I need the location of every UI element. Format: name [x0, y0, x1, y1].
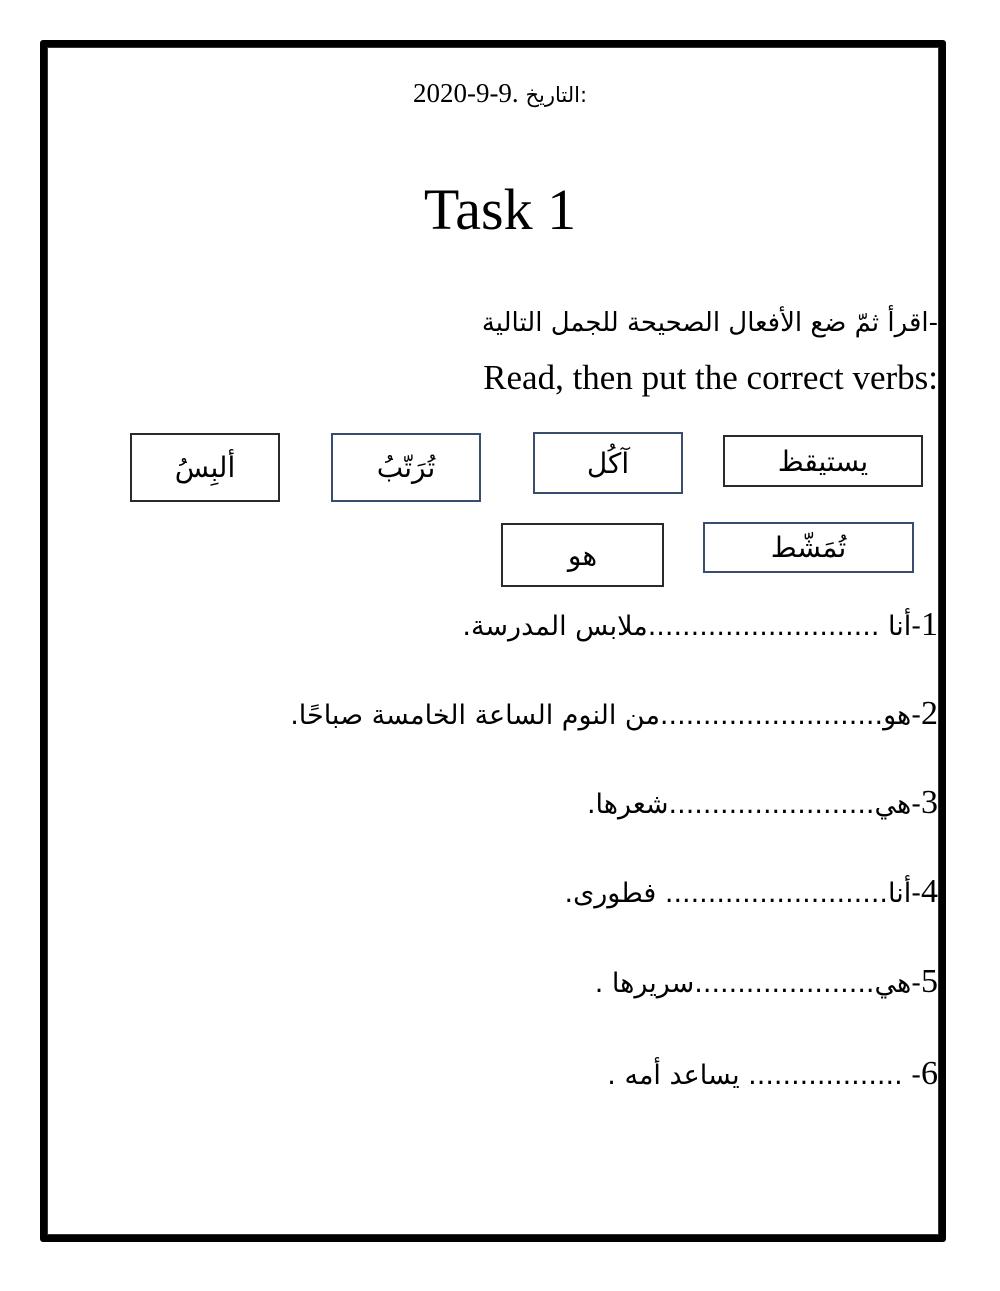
date-label: التاريخ: — [525, 83, 588, 107]
sentence-2 — [290, 695, 938, 733]
sentence-4 — [565, 873, 938, 911]
sentence-text: -هي.....................سريرها . — [594, 968, 921, 999]
sentence-text: -هي........................شعرها. — [586, 789, 921, 820]
instruction-arabic: -اقرأ ثمّ ضع الأفعال الصحيحة للجمل التالية — [481, 308, 938, 338]
sentence-number: 1 — [921, 606, 938, 643]
date-line — [0, 78, 1000, 109]
page-title: Task 1 — [423, 177, 577, 242]
word-box-yastayqith[interactable]: يستيقظ — [723, 435, 923, 487]
sentence-6 — [607, 1055, 938, 1093]
sentence-1 — [462, 606, 938, 644]
word-box-tumashshit[interactable]: تُمَشّط — [703, 522, 914, 573]
word-box-akul[interactable]: آكُل — [533, 432, 683, 494]
sentence-text: -هو..........................من النوم الساعة الخامسة صباحًا. — [290, 700, 921, 731]
sentence-5 — [595, 963, 938, 1001]
date-value: 2020-9-9. — [412, 78, 519, 108]
sentence-number: 5 — [921, 963, 938, 1000]
word-box-turattibu[interactable]: تُرَتّبُ — [331, 433, 481, 502]
sentence-number: 6 — [921, 1055, 938, 1092]
sentence-3 — [587, 784, 938, 822]
instruction-english: Read, then put the correct verbs: — [483, 358, 938, 397]
sentence-number: 4 — [921, 873, 938, 910]
sentence-number: 2 — [921, 695, 938, 732]
word-box-albisu[interactable]: ألبِسُ — [130, 433, 280, 502]
sentence-number: 3 — [921, 784, 938, 821]
sentence-text: -أنا ...........................ملابس المدرسة. — [462, 611, 921, 642]
word-box-huwa[interactable]: هو — [501, 523, 664, 587]
sentence-text: - .................. يساعد أمه . — [607, 1060, 921, 1091]
sentence-text: -أنا.......................... فطورى. — [564, 878, 921, 909]
